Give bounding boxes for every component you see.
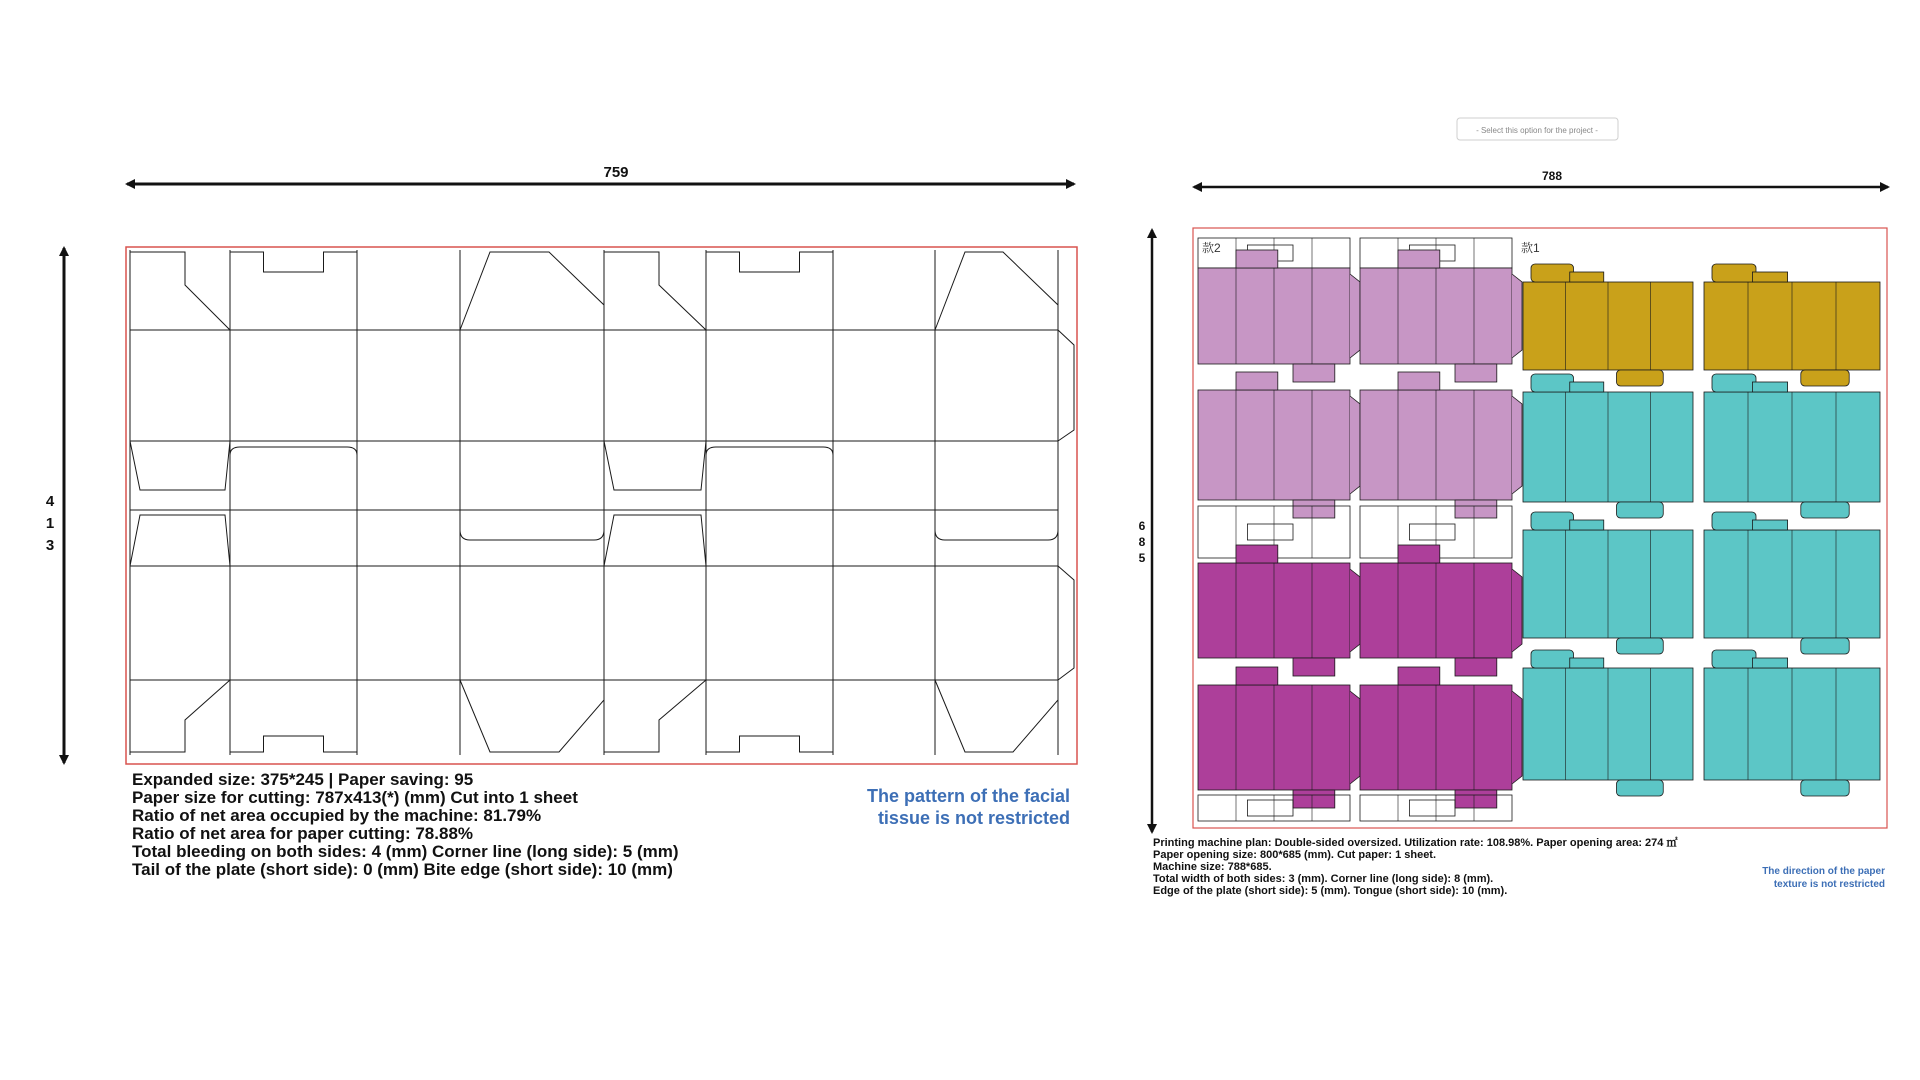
right-height-label bbox=[1139, 519, 1146, 565]
left-paper-sheet bbox=[126, 247, 1077, 764]
svg-text:texture is not restricted: texture is not restricted bbox=[1773, 879, 1885, 890]
right-note bbox=[1762, 866, 1885, 890]
box-net-glue-flap bbox=[1350, 396, 1360, 494]
box-net-flap bbox=[1801, 370, 1849, 386]
box-net-flap bbox=[1752, 658, 1787, 668]
box-net-glue-flap bbox=[1350, 274, 1360, 358]
box-net-flap bbox=[1570, 658, 1604, 668]
box-net-flap bbox=[1712, 264, 1756, 282]
box-net-flap bbox=[1455, 790, 1497, 808]
box-net-flap bbox=[1617, 780, 1664, 796]
right-info-line: Paper opening size: 800*685 (mm). Cut paper: 1 sheet. bbox=[1153, 849, 1437, 861]
left-info-line: Paper size for cutting: 787x413(*) (mm) Cut into 1 sheet bbox=[132, 788, 578, 807]
box-net-flap bbox=[1752, 520, 1787, 530]
box-net-glue-flap bbox=[1350, 569, 1360, 652]
box-net-flap bbox=[1801, 638, 1849, 654]
box-net-flap bbox=[1398, 372, 1440, 390]
left-info-line: Ratio of net area for paper cutting: 78.88% bbox=[132, 824, 474, 843]
left-width-label: 759 bbox=[603, 164, 629, 181]
box-net-flap bbox=[1236, 372, 1278, 390]
box-net-flap bbox=[1617, 370, 1664, 386]
style-label-2: 款2 bbox=[1202, 241, 1221, 255]
svg-text:8: 8 bbox=[1138, 535, 1146, 549]
box-net-flap bbox=[1293, 790, 1335, 808]
box-net-flap bbox=[1712, 512, 1756, 530]
project-select-placeholder: - Select this option for the project - bbox=[1476, 126, 1598, 135]
box-net-flap bbox=[1617, 502, 1664, 518]
right-info-line: Total width of both sides: 3 (mm). Corner line (long side): 8 (mm). bbox=[1153, 873, 1494, 885]
box-net-flap bbox=[1712, 650, 1756, 668]
box-net-flap bbox=[1398, 667, 1440, 685]
box-net-flap bbox=[1531, 512, 1574, 530]
right-info-line: Machine size: 788*685. bbox=[1153, 861, 1272, 873]
box-net-flap bbox=[1570, 520, 1604, 530]
box-net-flap bbox=[1398, 545, 1440, 563]
right-layout-panel bbox=[1139, 169, 1888, 897]
box-net-glue-flap bbox=[1350, 691, 1360, 784]
right-info-block bbox=[1153, 835, 1678, 897]
left-info-line: Tail of the plate (short side): 0 (mm) Bite edge (short side): 10 (mm) bbox=[132, 860, 673, 879]
box-net-flap bbox=[1752, 382, 1787, 392]
box-net-flap bbox=[1293, 364, 1335, 382]
box-net-flap bbox=[1455, 364, 1497, 382]
left-note bbox=[867, 786, 1070, 828]
box-net-flap bbox=[1801, 502, 1849, 518]
box-net-flap bbox=[1236, 667, 1278, 685]
svg-text:1: 1 bbox=[45, 515, 55, 532]
project-select[interactable] bbox=[1457, 118, 1618, 140]
box-net-glue-flap bbox=[1512, 396, 1522, 494]
box-net-glue-flap bbox=[1512, 274, 1522, 358]
box-net-flap bbox=[1236, 545, 1278, 563]
right-width-label: 788 bbox=[1541, 169, 1563, 183]
box-net-flap bbox=[1455, 500, 1497, 518]
svg-text:6: 6 bbox=[1138, 519, 1146, 533]
box-net-glue-flap bbox=[1512, 569, 1522, 652]
style-label-1: 款1 bbox=[1521, 241, 1540, 255]
right-info-line: Edge of the plate (short side): 5 (mm). Tongue (short side): 10 (mm). bbox=[1153, 885, 1508, 897]
left-info-line: Ratio of net area occupied by the machine: 81.79% bbox=[132, 806, 542, 825]
box-net-flap bbox=[1617, 638, 1664, 654]
left-info-line: Expanded size: 375*245 | Paper saving: 95 bbox=[132, 770, 474, 789]
box-net-flap bbox=[1712, 374, 1756, 392]
box-net-glue-flap bbox=[1512, 691, 1522, 784]
box-net-flap bbox=[1801, 780, 1849, 796]
svg-text:4: 4 bbox=[45, 493, 55, 510]
svg-text:5: 5 bbox=[1138, 551, 1146, 565]
svg-text:tissue is not restricted: tissue is not restricted bbox=[877, 808, 1070, 828]
box-net-flap bbox=[1752, 272, 1787, 282]
left-info-line: Total bleeding on both sides: 4 (mm) Corner line (long side): 5 (mm) bbox=[132, 842, 679, 861]
box-net-flap bbox=[1236, 250, 1278, 268]
box-net-flap bbox=[1570, 272, 1604, 282]
box-net-flap bbox=[1455, 658, 1497, 676]
box-net-flap bbox=[1570, 382, 1604, 392]
left-info-block bbox=[132, 770, 679, 879]
box-net-flap bbox=[1531, 374, 1574, 392]
svg-text:The pattern of the facial: The pattern of the facial bbox=[866, 786, 1070, 806]
svg-text:3: 3 bbox=[45, 537, 55, 554]
svg-text:The direction of the paper: The direction of the paper bbox=[1762, 866, 1885, 877]
box-net-flap bbox=[1531, 650, 1574, 668]
box-net-flap bbox=[1293, 658, 1335, 676]
left-layout-panel bbox=[46, 164, 1077, 879]
box-net-flap bbox=[1293, 500, 1335, 518]
box-net-flap bbox=[1398, 250, 1440, 268]
left-height-label bbox=[46, 493, 55, 554]
box-net-flap bbox=[1531, 264, 1574, 282]
right-info-line: Printing machine plan: Double-sided oversized. Utilization rate: 108.98%. Paper opening area: 274 ㎡ bbox=[1153, 837, 1678, 849]
